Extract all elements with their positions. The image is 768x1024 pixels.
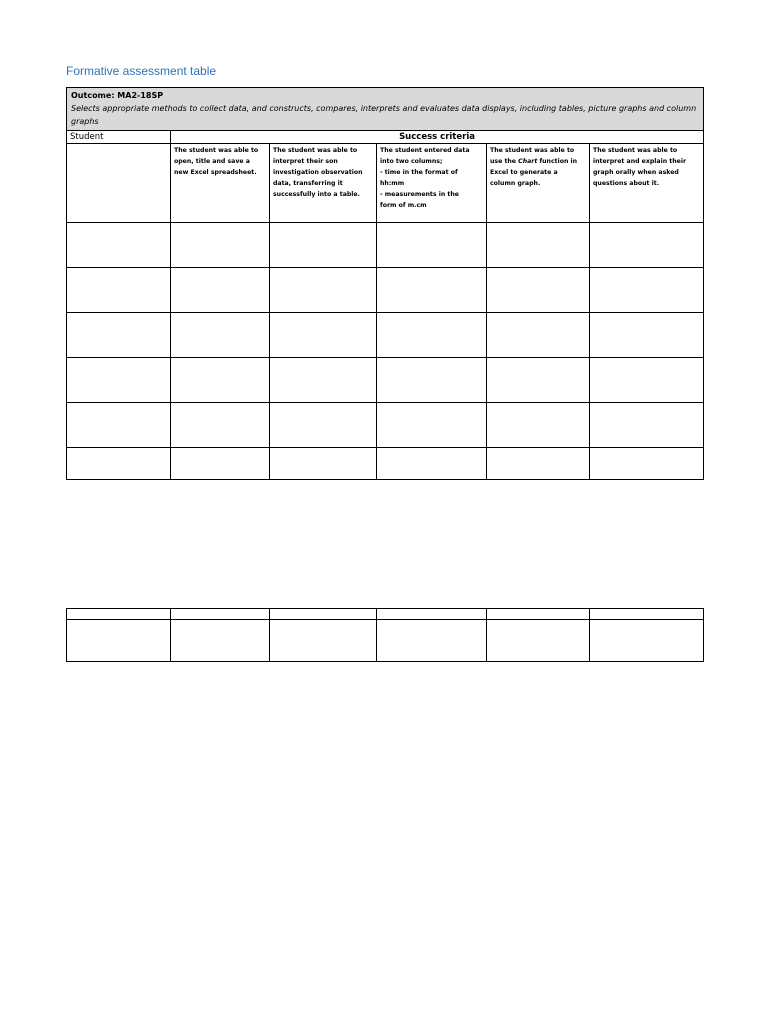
table-cell[interactable] [270,620,377,662]
assessment-cell[interactable] [487,313,590,358]
table-cell[interactable] [67,620,171,662]
assessment-cell[interactable] [590,403,704,448]
criterion-4-line: The student was able to [490,147,575,154]
student-name-cell[interactable] [67,144,171,223]
assessment-cell[interactable] [487,358,590,403]
assessment-cell[interactable] [487,448,590,480]
outcome-cell [67,88,704,131]
assessment-cell[interactable] [377,358,487,403]
criterion-4-text: function in [537,158,578,165]
assessment-cell[interactable] [270,358,377,403]
student-header: Student [67,131,171,144]
criterion-3-line: form of m.cm [380,202,427,209]
assessment-cell[interactable] [377,223,487,268]
assessment-cell[interactable] [171,313,270,358]
assessment-cell[interactable] [377,313,487,358]
assessment-cell[interactable] [487,403,590,448]
assessment-cell[interactable] [171,448,270,480]
table-cell[interactable] [487,620,590,662]
criterion-2-line: data, transferring it [273,180,343,187]
criterion-5-line: interpret and explain their [593,158,687,165]
assessment-cell[interactable] [270,403,377,448]
table-row [67,620,704,662]
table-cell[interactable] [487,609,590,620]
criterion-4 [487,144,590,223]
continuation-table [66,608,704,662]
assessment-cell[interactable] [270,223,377,268]
criterion-3-line: The student entered data [380,147,470,154]
table-row [67,403,704,448]
table-cell[interactable] [377,620,487,662]
assessment-cell[interactable] [377,448,487,480]
table-row [67,223,704,268]
criterion-4-text: use the [490,158,519,165]
criteria-row [67,144,704,223]
student-name-cell[interactable] [67,268,171,313]
assessment-cell[interactable] [487,223,590,268]
table-row [67,448,704,480]
criterion-1-line: open, title and save a [174,158,250,165]
outcome-title: Outcome: MA2-18SP [71,91,164,100]
table-cell[interactable] [67,609,171,620]
criterion-4-line: Excel to generate a [490,169,558,176]
table-row [67,313,704,358]
outcome-row [67,88,704,131]
student-name-cell[interactable] [67,223,171,268]
assessment-cell[interactable] [171,268,270,313]
student-name-cell[interactable] [67,448,171,480]
criterion-1-line: new Excel spreadsheet. [174,169,257,176]
assessment-cell[interactable] [171,358,270,403]
table-cell[interactable] [590,620,704,662]
assessment-cell[interactable] [590,358,704,403]
document-heading: Formative assessment table [66,64,217,78]
criterion-2-line: The student was able to [273,147,358,154]
criterion-4-line [490,156,586,167]
criterion-2-line: interpret their son [273,158,338,165]
student-name-cell[interactable] [67,358,171,403]
table-cell[interactable] [270,609,377,620]
assessment-cell[interactable] [171,403,270,448]
assessment-cell[interactable] [377,268,487,313]
criterion-2-line: successfully into a table. [273,191,360,198]
table-row [67,609,704,620]
student-name-cell[interactable] [67,403,171,448]
criterion-3-line: - measurements in the [380,191,459,198]
assessment-cell[interactable] [270,313,377,358]
criterion-3-line: into two columns; [380,158,443,165]
assessment-cell[interactable] [590,268,704,313]
criterion-2-line: investigation observation [273,169,363,176]
table-cell[interactable] [171,620,270,662]
assessment-cell[interactable] [270,268,377,313]
criterion-5-line: questions about it. [593,180,660,187]
criterion-3 [377,144,487,223]
criterion-5-line: graph orally when asked [593,169,679,176]
assessment-cell[interactable] [270,448,377,480]
assessment-cell[interactable] [377,403,487,448]
criterion-1-line: The student was able to [174,147,259,154]
table-cell[interactable] [590,609,704,620]
student-name-cell[interactable] [67,313,171,358]
table-cell[interactable] [171,609,270,620]
criterion-3-line: hh:mm [380,180,405,187]
table-row [67,268,704,313]
success-criteria-header: Success criteria [171,131,704,144]
assessment-cell[interactable] [590,448,704,480]
table-cell[interactable] [377,609,487,620]
criterion-2 [270,144,377,223]
assessment-cell[interactable] [487,268,590,313]
criterion-1 [171,144,270,223]
criterion-5 [590,144,704,223]
outcome-description: Selects appropriate methods to collect data, and constructs, compares, interprets and evaluates data displays, including tables, picture graphs and column graphs [71,104,697,126]
criterion-4-emphasis: Chart [518,158,538,165]
assessment-cell[interactable] [171,223,270,268]
header-row [67,131,704,144]
assessment-cell[interactable] [590,313,704,358]
criterion-5-line: The student was able to [593,147,678,154]
assessment-cell[interactable] [590,223,704,268]
table-row [67,358,704,403]
criterion-3-line: - time in the format of [380,169,458,176]
criterion-4-line: column graph. [490,180,541,187]
formative-assessment-table [66,87,704,480]
